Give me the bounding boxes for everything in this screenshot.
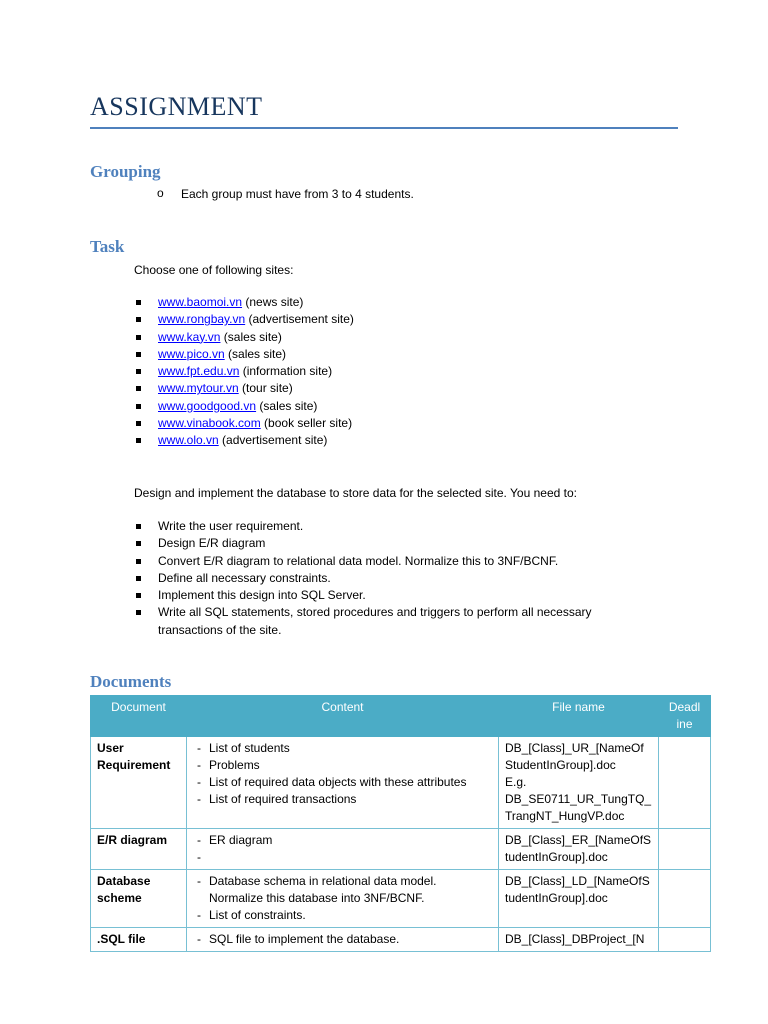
document-name: User Requirement xyxy=(91,737,187,829)
content-text: Database schema in relational data model. xyxy=(209,874,437,888)
site-item xyxy=(134,311,354,328)
requirement-item xyxy=(134,518,592,535)
site-link[interactable]: www.pico.vn xyxy=(158,346,225,361)
requirement-item xyxy=(134,604,592,621)
square-bullet-icon xyxy=(136,524,141,529)
content-item: - ER diagram xyxy=(197,833,273,847)
site-description: (book seller site) xyxy=(260,416,353,431)
site-link[interactable]: www.fpt.edu.vn xyxy=(158,364,240,379)
table-row xyxy=(91,928,711,952)
table-row xyxy=(91,870,711,928)
table-header-row xyxy=(91,696,711,737)
square-bullet-icon xyxy=(136,386,141,391)
file-name-cell xyxy=(499,928,659,952)
documents-table xyxy=(90,695,711,952)
requirement-text: Write the user requirement. xyxy=(158,519,304,533)
grouping-heading: Grouping xyxy=(90,162,161,181)
design-intro: Design and implement the database to store data for the selected site. You need to: xyxy=(134,486,577,500)
content-item: - List of students xyxy=(197,741,290,755)
deadline-cell xyxy=(659,928,711,952)
file-name-cell xyxy=(499,737,659,829)
file-name-line: StudentInGroup].doc xyxy=(505,758,616,772)
site-item xyxy=(134,398,354,415)
content-item: - Problems xyxy=(197,758,260,772)
column-header-document: Document xyxy=(91,696,187,737)
hollow-bullet-icon: o xyxy=(157,186,164,200)
requirement-text: Design E/R diagram xyxy=(158,536,266,551)
requirement-item xyxy=(134,535,592,552)
requirement-item xyxy=(134,553,592,570)
requirement-item xyxy=(134,587,592,604)
task-heading: Task xyxy=(90,237,125,256)
site-description: (sales site) xyxy=(220,329,282,344)
site-item xyxy=(134,380,354,397)
file-name-line: E.g. xyxy=(505,775,527,789)
file-name-line: DB_SE0711_UR_TungTQ_ xyxy=(505,792,652,806)
document-name: .SQL file xyxy=(91,928,187,952)
square-bullet-icon xyxy=(136,576,141,581)
content-text: ER diagram xyxy=(209,833,273,847)
document-name: E/R diagram xyxy=(91,829,187,870)
content-item: - List of required transactions xyxy=(197,792,357,806)
requirement-list xyxy=(134,518,592,639)
deadline-cell xyxy=(659,870,711,928)
square-bullet-icon xyxy=(136,610,141,615)
content-text: List of constraints. xyxy=(209,908,306,922)
content-item: - SQL file to implement the database. xyxy=(197,932,400,946)
task-intro: Choose one of following sites: xyxy=(134,263,294,277)
square-bullet-icon xyxy=(136,438,141,443)
square-bullet-icon xyxy=(136,559,141,564)
site-link[interactable]: www.goodgood.vn xyxy=(158,398,257,413)
site-item xyxy=(134,346,354,363)
content-cell xyxy=(187,870,499,928)
file-name-line: DB_[Class]_LD_[NameOfS xyxy=(505,874,650,888)
content-text: List of required transactions xyxy=(209,792,357,806)
site-link[interactable]: www.kay.vn xyxy=(158,329,221,344)
site-list xyxy=(134,294,354,450)
content-item-continued xyxy=(193,890,492,907)
file-name-line: DB_[Class]_DBProject_[N xyxy=(505,932,645,946)
file-name-line: tudentInGroup].doc xyxy=(505,891,608,905)
site-link[interactable]: www.rongbay.vn xyxy=(158,312,246,327)
content-text: Normalize this database into 3NF/BCNF. xyxy=(209,891,425,905)
site-description: (tour site) xyxy=(238,381,293,396)
content-cell xyxy=(187,829,499,870)
content-text: List of required data objects with these attributes xyxy=(209,775,467,789)
table-row xyxy=(91,829,711,870)
page-title: ASSIGNMENT xyxy=(90,92,263,121)
site-description: (advertisement site) xyxy=(245,312,354,327)
file-name-line: tudentInGroup].doc xyxy=(505,850,608,864)
site-description: (information site) xyxy=(239,364,333,379)
documents-heading: Documents xyxy=(90,672,172,691)
content-item: - Database schema in relational data model. xyxy=(197,874,437,888)
content-cell xyxy=(187,928,499,952)
requirement-text: Write all SQL statements, stored procedures and triggers to perform all necessary xyxy=(158,605,592,620)
file-name-cell xyxy=(499,829,659,870)
site-link[interactable]: www.vinabook.com xyxy=(158,416,261,431)
square-bullet-icon xyxy=(136,369,141,374)
square-bullet-icon xyxy=(136,593,141,598)
square-bullet-icon xyxy=(136,335,141,340)
deadline-cell xyxy=(659,829,711,870)
site-link[interactable]: www.olo.vn xyxy=(158,433,219,448)
site-item xyxy=(134,432,354,449)
site-description: (advertisement site) xyxy=(218,433,328,448)
site-link[interactable]: www.mytour.vn xyxy=(158,381,239,396)
content-text: List of students xyxy=(209,741,290,755)
file-name-line: DB_[Class]_ER_[NameOfS xyxy=(505,833,652,847)
file-name-line: DB_[Class]_UR_[NameOf xyxy=(505,741,644,755)
requirement-text: Implement this design into SQL Server. xyxy=(158,588,366,603)
square-bullet-icon xyxy=(136,541,141,546)
site-item xyxy=(134,294,354,311)
site-item xyxy=(134,415,354,432)
file-name-line: TrangNT_HungVP.doc xyxy=(505,809,625,823)
table-row xyxy=(91,737,711,829)
requirement-text: Define all necessary constraints. xyxy=(158,570,331,585)
content-text: SQL file to implement the database. xyxy=(209,932,400,946)
site-description: (sales site) xyxy=(256,398,318,413)
content-item: - List of required data objects with these attributes xyxy=(197,775,467,789)
site-item xyxy=(134,329,354,346)
square-bullet-icon xyxy=(136,317,141,322)
content-cell xyxy=(187,737,499,829)
column-header-file-name: File name xyxy=(499,696,659,737)
square-bullet-icon xyxy=(136,421,141,426)
site-description: (sales site) xyxy=(224,346,287,361)
file-name-cell xyxy=(499,870,659,928)
title-divider xyxy=(90,127,678,129)
square-bullet-icon xyxy=(136,404,141,409)
square-bullet-icon xyxy=(136,300,141,305)
deadline-cell xyxy=(659,737,711,829)
requirement-item xyxy=(134,570,592,587)
requirement-text: Convert E/R diagram to relational data model. Normalize this to 3NF/BCNF. xyxy=(158,553,559,568)
grouping-text: Each group must have from 3 to 4 students. xyxy=(181,187,414,201)
content-item: - List of constraints. xyxy=(197,908,306,922)
column-header-content: Content xyxy=(187,696,499,737)
site-item xyxy=(134,363,354,380)
document-name: Database scheme xyxy=(91,870,187,928)
requirement-text: transactions of the site. xyxy=(158,622,282,637)
site-description: (news site) xyxy=(242,295,304,309)
column-header-deadline: Deadl ine xyxy=(659,696,711,737)
content-item: - xyxy=(197,850,201,864)
square-bullet-icon xyxy=(136,352,141,357)
site-link[interactable]: www.baomoi.vn xyxy=(158,295,243,309)
requirement-item-continued xyxy=(134,622,592,639)
content-text: Problems xyxy=(209,758,260,772)
